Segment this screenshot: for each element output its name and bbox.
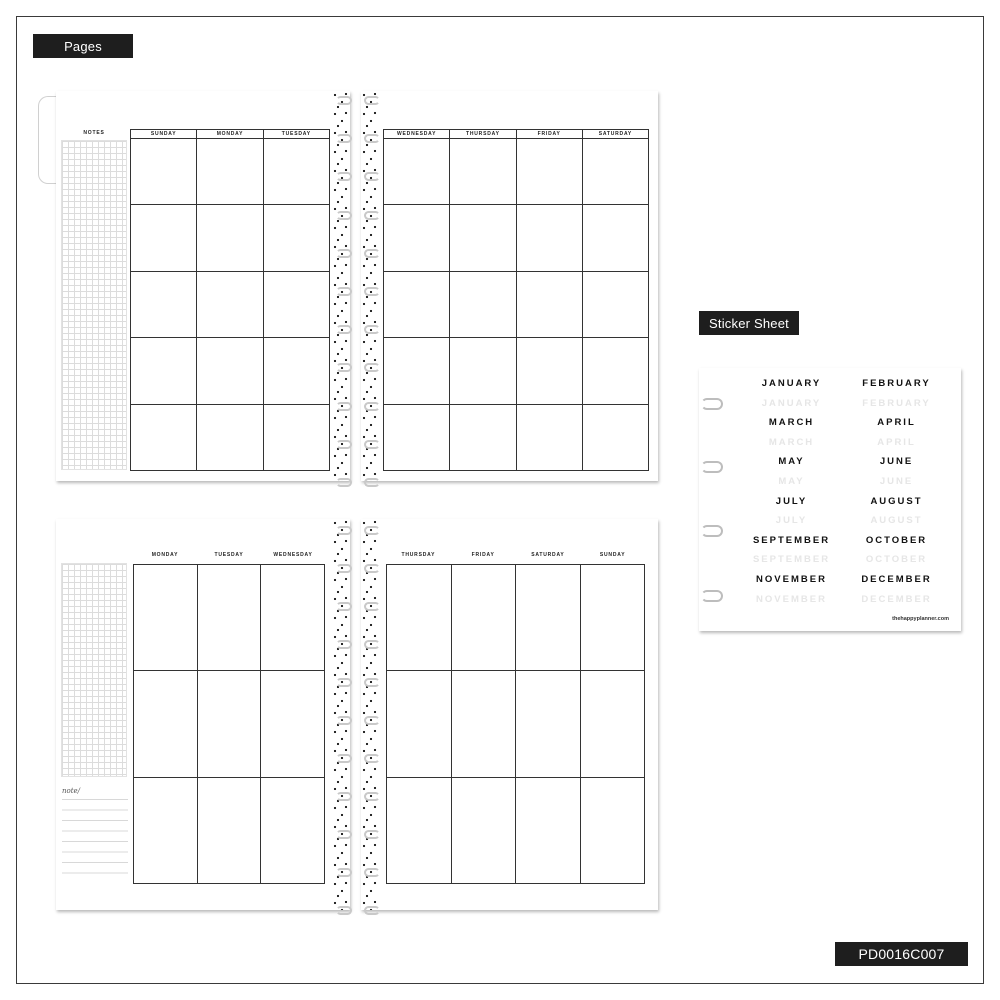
day-header: TUESDAY [264,130,330,139]
binding-disc [336,172,352,181]
month-sticker-light: APRIL [877,436,916,448]
binding-disc [364,249,380,258]
month-sticker: OCTOBER [865,534,928,546]
day-header: MONDAY [151,552,179,558]
month-sticker: MAY [778,456,805,468]
binding-disc [364,402,380,411]
binding-disc [336,640,352,649]
binding-disc [336,602,352,611]
binding-disc [336,526,352,535]
binding-disc [336,440,352,449]
month-sticker: AUGUST [870,495,923,507]
calendar-grid-wed-sat [383,129,649,471]
binding-disc [336,678,352,687]
binding-disc [336,287,352,296]
month-sticker: JULY [775,495,808,507]
binding-disc [364,792,380,801]
day-header: TUESDAY [214,552,244,558]
binding-disc [364,325,380,334]
binding-disc [364,754,380,763]
day-header: SUNDAY [131,130,197,139]
dotted-binding-strip [361,91,379,481]
notes-grid [61,563,127,777]
note-lines [62,799,128,883]
binding-disc [364,134,380,143]
month-sticker-light: JUNE [879,475,914,487]
binding-disc [364,868,380,877]
dotted-binding-strip [361,519,379,910]
month-sticker-light: MARCH [768,436,815,448]
binding-disc [336,363,352,372]
binding-disc [336,868,352,877]
binding-disc [701,398,723,410]
binding-disc [336,211,352,220]
binding-disc [364,564,380,573]
binding-disc [701,461,723,473]
day-header: WEDNESDAY [384,130,450,139]
calendar-grid-sun-tue [130,129,330,471]
month-sticker: APRIL [877,417,916,429]
month-sticker: MARCH [768,417,815,429]
binding-disc [336,754,352,763]
binding-disc [336,134,352,143]
binding-disc [364,602,380,611]
day-header: FRIDAY [517,130,583,139]
binding-disc [364,678,380,687]
month-sticker-light: MAY [778,475,805,487]
month-sticker: JUNE [879,456,914,468]
month-sticker-grid [739,378,949,605]
binding-disc [336,249,352,258]
pages-label: Pages [33,34,133,58]
month-sticker-light: JULY [775,515,808,527]
binding-disc [364,440,380,449]
month-sticker: DECEMBER [861,573,932,585]
sticker-sheet-label: Sticker Sheet [699,311,799,335]
month-sticker-light: NOVEMBER [756,593,827,605]
month-sticker: SEPTEMBER [752,534,831,546]
day-header-row [386,552,645,558]
sticker-sheet [699,368,961,631]
binding-disc [336,96,352,105]
day-header: THURSDAY [450,130,516,139]
binding-disc [336,325,352,334]
day-header-row [133,552,325,558]
binding-disc [364,172,380,181]
binding-disc [364,640,380,649]
binding-disc [364,363,380,372]
dotted-binding-strip [332,519,350,910]
day-header: SATURDAY [531,552,565,558]
binding-disc [701,590,723,602]
binding-disc [364,211,380,220]
day-header: FRIDAY [471,552,495,558]
binding-disc [364,716,380,725]
month-sticker-light: FEBRUARY [862,397,931,409]
month-sticker-light: JANUARY [761,397,822,409]
month-sticker-light: AUGUST [870,515,923,527]
month-sticker: FEBRUARY [862,378,931,389]
notes-heading: NOTES [83,130,105,136]
binding-disc [336,478,352,487]
day-header: MONDAY [197,130,263,139]
day-header: SATURDAY [583,130,649,139]
notes-grid [61,140,127,470]
binding-disc [336,402,352,411]
dotted-binding-strip [332,91,350,481]
binding-disc [364,96,380,105]
binding-disc [364,478,380,487]
month-sticker: NOVEMBER [756,573,827,585]
calendar-grid-thu-sun [386,564,645,884]
day-header: THURSDAY [401,552,436,558]
calendar-grid-mon-wed [133,564,325,884]
month-sticker: JANUARY [761,378,822,389]
binding-disc [364,906,380,915]
day-header: WEDNESDAY [273,552,313,558]
month-sticker-light: SEPTEMBER [752,554,831,566]
brand-url: thehappyplanner.com [892,616,949,622]
binding-disc [364,287,380,296]
binding-disc [364,526,380,535]
binding-disc [336,906,352,915]
binding-disc [336,830,352,839]
binding-disc [336,564,352,573]
binding-disc [701,525,723,537]
binding-disc [336,716,352,725]
day-header: SUNDAY [599,552,626,558]
note-label: note/ [62,787,81,795]
month-sticker-light: OCTOBER [865,554,928,566]
month-sticker-light: DECEMBER [861,593,932,605]
binding-disc [336,792,352,801]
binding-disc [364,830,380,839]
product-code-label: PD0016C007 [835,942,968,966]
